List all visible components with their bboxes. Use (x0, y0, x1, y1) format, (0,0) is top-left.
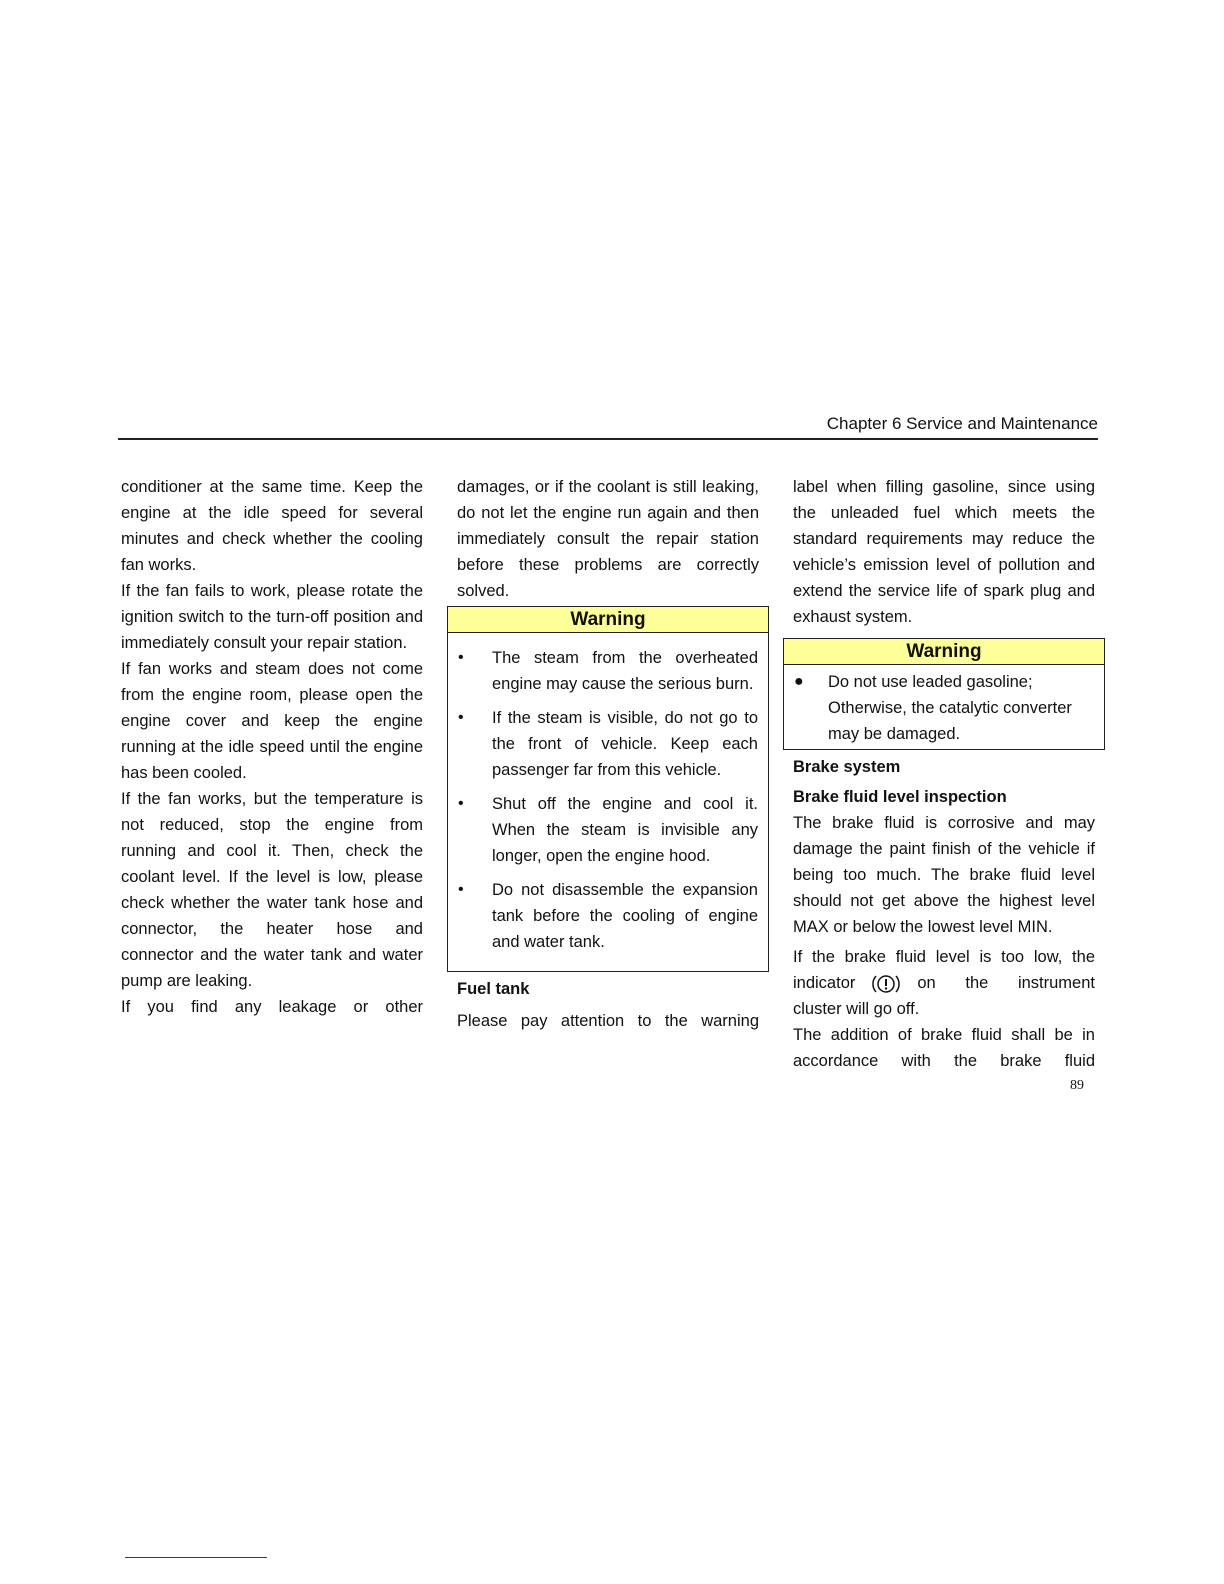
warning-title: Warning (448, 607, 768, 633)
paragraph: If you find any leakage or other (121, 998, 423, 1016)
paragraph: Please pay attention to the warning (457, 1012, 759, 1030)
warning-item (458, 877, 758, 955)
warning-item (458, 791, 758, 869)
paragraph: The addition of brake fluid shall be in accordance with the brake fluid (793, 1026, 1095, 1070)
bullet-icon: ● (794, 673, 804, 690)
warning-box (783, 638, 1105, 750)
paragraph: If the fan works, but the temperature is not reduced, stop the engine from running and cool it. Then, check the coolant level. If the level is low, please check whether the water tank hose and connector, the heater hose and connector and the water tank and water pump are leaking. (121, 790, 423, 990)
warning-title: Warning (784, 639, 1104, 665)
column-3 (793, 474, 1095, 1074)
warning-text: Do not disassemble the expansion tank before the cooling of engine and water tank. (492, 881, 758, 951)
warning-list (448, 633, 768, 971)
warning-text: The steam from the overheated engine may cause the serious burn. (492, 649, 758, 693)
paragraph: label when filling gasoline, since using the unleaded fuel which meets the standard requirements may reduce the vehicle’s emission level of pollution and extend the service life of spark plug and exhaust system. (793, 478, 1095, 626)
paragraph-text: If the brake fluid level is too low, the indicator (793, 948, 1095, 992)
paragraph: conditioner at the same time. Keep the engine at the idle speed for several minutes and check whether the cooling fan works. (121, 478, 423, 574)
warning-text: Shut off the engine and cool it. When the steam is invisible any longer, open the engine hood. (492, 795, 758, 865)
bullet-icon: • (458, 709, 464, 726)
footer-line (125, 1557, 267, 1558)
paragraph: If fan works and steam does not come from the engine room, please open the engine cover and keep the engine running at the idle speed until the engine has been cooled. (121, 660, 423, 782)
paragraph: damages, or if the coolant is still leaking, do not let the engine run again and then immediately consult the repair station before these problems are correctly solved. (457, 478, 759, 600)
section-heading: Brake system (793, 758, 901, 776)
warning-item (458, 645, 758, 697)
section-heading: Fuel tank (457, 980, 530, 998)
paragraph (793, 944, 1095, 1022)
page-number: 89 (1070, 1078, 1084, 1093)
paragraph-text: on the instrument cluster will go off. (793, 974, 1095, 1018)
paragraph: The brake fluid is corrosive and may damage the paint finish of the vehicle if being too much. The brake fluid level should not get above the highest level MAX or below the lowest level MIN. (793, 814, 1095, 936)
column-2 (457, 474, 759, 1034)
bullet-icon: • (458, 881, 464, 898)
warning-list (784, 665, 1104, 749)
warning-item (794, 669, 1094, 747)
warning-text: If the steam is visible, do not go to the front of vehicle. Keep each passenger far from this vehicle. (492, 709, 758, 779)
chapter-header: Chapter 6 Service and Maintenance (118, 414, 1098, 440)
subsection-heading: Brake fluid level inspection (793, 788, 1007, 806)
brake-warning-icon (869, 972, 903, 996)
warning-text: Do not use leaded gasoline; Otherwise, the catalytic converter may be damaged. (828, 673, 1072, 743)
paragraph: If the fan fails to work, please rotate the ignition switch to the turn-off position and immediately consult your repair station. (121, 582, 423, 652)
warning-item (458, 705, 758, 783)
bullet-icon: • (458, 649, 464, 666)
bullet-icon: • (458, 795, 464, 812)
warning-box (447, 606, 769, 972)
column-1 (121, 474, 423, 1020)
